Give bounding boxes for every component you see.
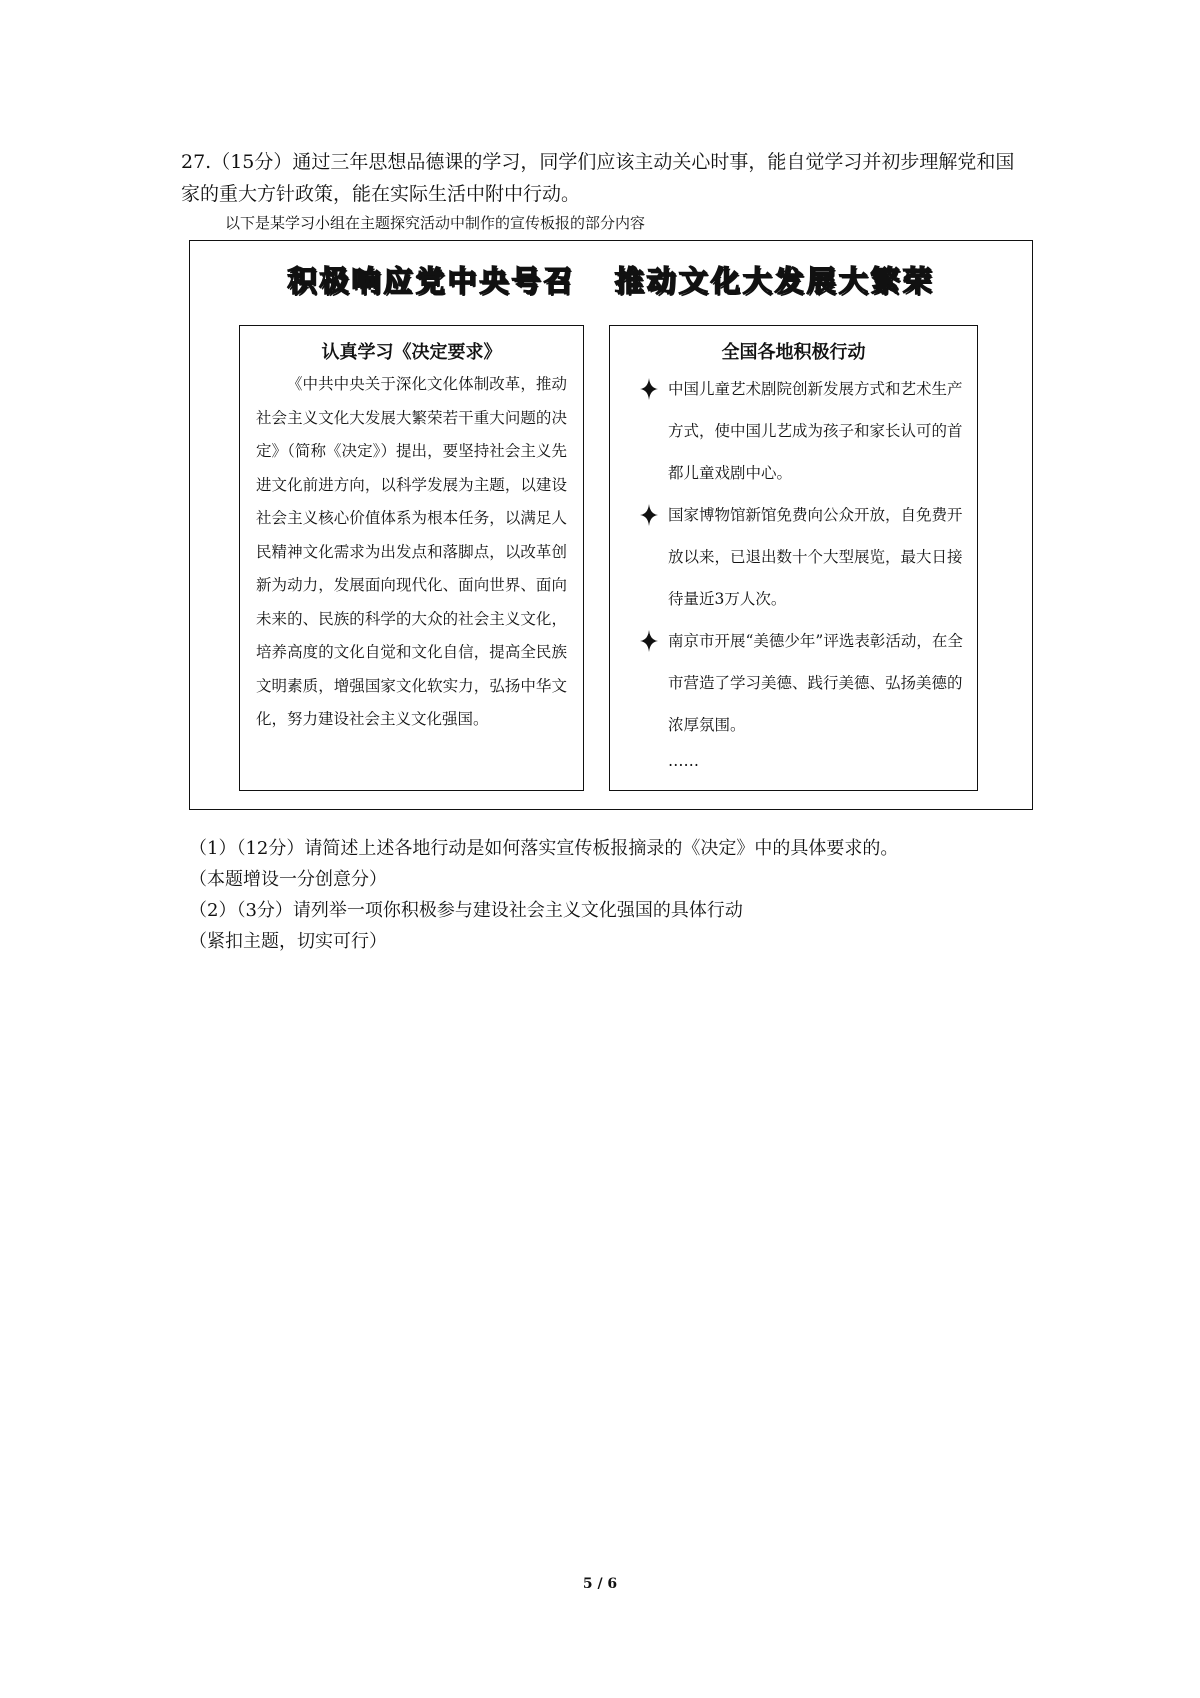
list-item-text: 南京市开展“美德少年”评选表彰活动，在全市营造了学习美德、践行美德、弘扬美德的浓厚氛围。	[668, 632, 963, 734]
board-caption: 以下是某学习小组在主题探究活动中制作的宣传板报的部分内容	[225, 214, 646, 232]
sub-question-2-note: （紧扣主题，切实可行）	[189, 931, 387, 952]
right-panel	[609, 325, 978, 791]
four-point-star-icon	[640, 630, 658, 652]
list-item	[640, 368, 963, 494]
board-title: 积极响应党中央号召 推动文化大发展大繁荣	[287, 264, 935, 298]
list-item-text: 中国儿童艺术剧院创新发展方式和艺术生产方式，使中国儿艺成为孩子和家长认可的首都儿童戏剧中心。	[668, 380, 963, 482]
list-item	[640, 494, 963, 620]
list-item	[640, 620, 963, 746]
propaganda-board	[189, 240, 1033, 810]
right-panel-heading: 全国各地积极行动	[721, 342, 866, 363]
left-panel-body: 《中共中央关于深化文化体制改革，推动社会主义文化大发展大繁荣若干重大问题的决定》（简称《决定》）提出，要坚持社会主义先进文化前进方向，以科学发展为主题，以建设社会主义核心价值体系为根本任务，以满足人民精神文化需求为出发点和落脚点，以改革创新为动力，发展面向现代化、面向世界、面向未来的、民族的科学的大众的社会主义文化，培养高度的文化自觉和文化自信，提高全民族文明素质，增强国家文化软实力，弘扬中华文化，努力建设社会主义文化强国。	[256, 375, 567, 728]
four-point-star-icon	[640, 504, 658, 526]
page-number: 5 / 6	[582, 1576, 618, 1592]
sub-question-1: （1）（12分）请简述上述各地行动是如何落实宣传板报摘录的《决定》中的具体要求的。	[189, 838, 899, 859]
left-panel	[239, 325, 584, 791]
sub-question-2: （2）（3分）请列举一项你积极参与建设社会主义文化强国的具体行动	[189, 900, 743, 921]
question-intro: 27.（15分）通过三年思想品德课的学习，同学们应该主动关心时事，能自觉学习并初步理解党和国家的重大方针政策，能在实际生活中附中行动。	[181, 151, 1015, 205]
four-point-star-icon	[640, 378, 658, 400]
list-ellipsis: ……	[668, 752, 699, 770]
left-panel-heading: 认真学习《决定要求》	[321, 342, 502, 363]
action-list	[610, 368, 977, 746]
sub-question-1-note: （本题增设一分创意分）	[189, 869, 387, 890]
list-item-text: 国家博物馆新馆免费向公众开放，自免费开放以来，已退出数十个大型展览，最大日接待量近3万人次。	[668, 506, 963, 608]
